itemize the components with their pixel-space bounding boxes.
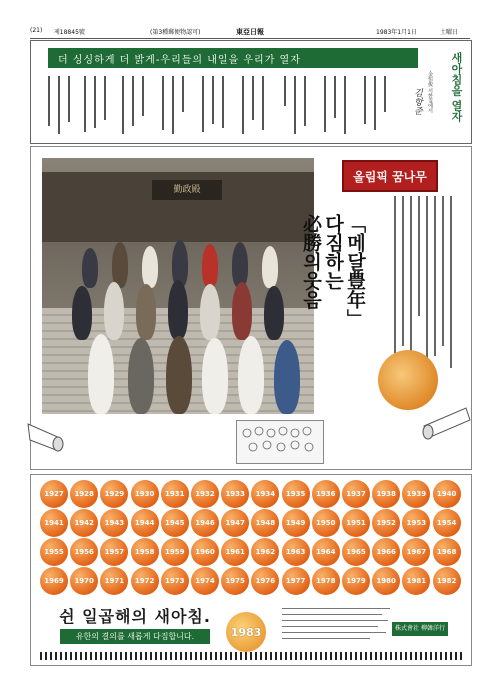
year-label: 1939 xyxy=(406,490,427,498)
headline-line-1: 「메달豊年」 xyxy=(344,214,366,328)
year-label: 1982 xyxy=(436,577,457,585)
year-circle xyxy=(402,538,430,566)
badge-year: 1983 xyxy=(230,626,262,639)
year-label: 1977 xyxy=(285,577,306,585)
year-circle xyxy=(372,509,400,537)
year-label: 1957 xyxy=(104,548,125,556)
year-circle xyxy=(433,480,461,508)
year-circle xyxy=(70,480,98,508)
year-label: 1949 xyxy=(285,519,306,527)
year-label: 1972 xyxy=(134,577,155,585)
year-label: 1976 xyxy=(255,577,276,585)
headline-line-3: 必勝의웃음 xyxy=(300,214,322,309)
year-circle xyxy=(372,538,400,566)
year-circle xyxy=(221,567,249,595)
year-label: 1962 xyxy=(255,548,276,556)
year-circle xyxy=(372,567,400,595)
year-circle xyxy=(251,538,279,566)
ad-side-title: 새아침을 열자 xyxy=(450,52,463,122)
palace-signboard: 勤政殿 xyxy=(152,180,222,200)
year-circle xyxy=(40,509,68,537)
year-label: 1965 xyxy=(346,548,366,556)
year-label: 1933 xyxy=(225,490,245,498)
year-circle xyxy=(191,480,219,508)
year-circle xyxy=(282,480,310,508)
year-circle xyxy=(40,480,68,508)
year-label: 1975 xyxy=(225,577,245,585)
year-label: 1946 xyxy=(195,519,215,527)
year-circle xyxy=(100,509,128,537)
year-circle xyxy=(221,480,249,508)
year-label: 1942 xyxy=(74,519,94,527)
year-circle xyxy=(221,538,249,566)
issue-date: 1983年1月1日 xyxy=(376,29,417,36)
year-badge xyxy=(226,612,266,652)
year-circle xyxy=(221,509,249,537)
year-circle xyxy=(342,567,370,595)
year-label: 1937 xyxy=(346,490,366,498)
year-label: 1958 xyxy=(134,548,155,556)
year-label: 1954 xyxy=(436,519,457,527)
year-circle xyxy=(282,567,310,595)
year-circle xyxy=(312,538,340,566)
year-label: 1927 xyxy=(44,490,64,498)
rising-sun-graphic xyxy=(378,350,438,410)
year-circle xyxy=(131,567,159,595)
year-label: 1929 xyxy=(104,490,125,498)
year-circle xyxy=(251,480,279,508)
headline-line-2: 다짐하는 xyxy=(322,214,344,290)
issue-number: 제18845號 xyxy=(54,29,85,36)
team-sketch-illustration xyxy=(236,420,324,464)
year-circle xyxy=(70,509,98,537)
year-label: 1935 xyxy=(285,490,306,498)
year-label: 1968 xyxy=(436,548,457,556)
scroll-left-decoration xyxy=(26,416,66,452)
year-circle xyxy=(70,567,98,595)
slogan-sub: 유한의 결의를 새롭게 다짐합니다. xyxy=(60,629,210,644)
company-message-text xyxy=(282,606,392,644)
year-circle xyxy=(40,567,68,595)
year-label: 1928 xyxy=(74,490,94,498)
year-label: 1945 xyxy=(165,519,185,527)
year-circle xyxy=(131,509,159,537)
year-circle xyxy=(161,567,189,595)
year-circle xyxy=(100,480,128,508)
year-label: 1944 xyxy=(134,519,155,527)
year-circle xyxy=(100,538,128,566)
feature-headline xyxy=(300,214,366,424)
year-circle xyxy=(191,567,219,595)
year-circle xyxy=(70,538,98,566)
year-label: 1969 xyxy=(44,577,64,585)
year-circle xyxy=(251,509,279,537)
slogan-main: 쉰 일곱해의 새아침. xyxy=(59,607,211,626)
year-label: 1955 xyxy=(44,548,64,556)
year-label: 1974 xyxy=(195,577,215,585)
year-label: 1964 xyxy=(316,548,336,556)
scroll-right-decoration xyxy=(420,404,472,440)
year-label: 1941 xyxy=(44,519,64,527)
year-circle xyxy=(402,480,430,508)
year-label: 1953 xyxy=(406,519,427,527)
year-label: 1952 xyxy=(376,519,396,527)
year-label: 1947 xyxy=(225,519,245,527)
year-label: 1971 xyxy=(104,577,125,585)
year-circle xyxy=(372,480,400,508)
handwritten-signature: 김항준 xyxy=(412,88,422,115)
year-circle xyxy=(312,509,340,537)
ad-text-columns xyxy=(44,76,416,136)
year-label: 1979 xyxy=(346,577,366,585)
group-photo xyxy=(42,158,314,414)
year-circle xyxy=(342,480,370,508)
year-label: 1931 xyxy=(165,490,185,498)
ad-side-subtitle: -金恒俊 서한집에서 xyxy=(427,70,433,114)
year-circle xyxy=(312,480,340,508)
year-circles xyxy=(40,480,464,600)
year-label: 1978 xyxy=(316,577,336,585)
decorative-strip xyxy=(40,652,464,660)
year-label: 1967 xyxy=(406,548,427,556)
masthead xyxy=(30,24,470,39)
year-label: 1961 xyxy=(225,548,245,556)
year-label: 1934 xyxy=(255,490,276,498)
year-circle xyxy=(312,567,340,595)
year-label: 1951 xyxy=(346,519,366,527)
year-circle xyxy=(433,509,461,537)
year-circle xyxy=(402,509,430,537)
year-circle xyxy=(131,480,159,508)
year-circle xyxy=(40,538,68,566)
year-circle xyxy=(100,567,128,595)
feature-title: 올림픽 꿈나무 xyxy=(342,160,438,192)
year-circle xyxy=(131,538,159,566)
year-circle xyxy=(433,567,461,595)
year-circle xyxy=(342,509,370,537)
company-logo: 株式會社 柳韓洋行 xyxy=(392,622,448,636)
slogan-block xyxy=(50,604,220,644)
year-circle xyxy=(433,538,461,566)
year-circle xyxy=(251,567,279,595)
year-circle xyxy=(161,480,189,508)
year-circle xyxy=(191,538,219,566)
postal-note: (第3種郵便物認可) xyxy=(150,29,201,36)
year-label: 1980 xyxy=(376,577,396,585)
year-label: 1981 xyxy=(406,577,427,585)
year-label: 1932 xyxy=(195,490,215,498)
year-label: 1940 xyxy=(436,490,457,498)
company-logo-block xyxy=(392,608,458,646)
year-label: 1960 xyxy=(195,548,215,556)
year-label: 1948 xyxy=(255,519,276,527)
year-label: 1970 xyxy=(74,577,94,585)
year-label: 1936 xyxy=(316,490,336,498)
year-label: 1966 xyxy=(376,548,396,556)
year-label: 1930 xyxy=(134,490,155,498)
year-label: 1943 xyxy=(104,519,125,527)
year-label: 1938 xyxy=(376,490,396,498)
year-label: 1956 xyxy=(74,548,94,556)
year-circle xyxy=(282,538,310,566)
paper-name: 東亞日報 xyxy=(236,28,264,36)
year-circle xyxy=(342,538,370,566)
year-circle xyxy=(282,509,310,537)
ad-banner: 더 싱싱하게 더 밝게-우리들의 내일을 우리가 열자 xyxy=(48,48,418,68)
year-circle xyxy=(161,538,189,566)
year-label: 1959 xyxy=(165,548,185,556)
page-number: (21) xyxy=(30,27,43,34)
year-circle xyxy=(402,567,430,595)
year-label: 1973 xyxy=(165,577,185,585)
year-label: 1950 xyxy=(316,519,336,527)
weekday: 土曜日 xyxy=(440,29,459,36)
year-label: 1963 xyxy=(285,548,306,556)
year-circle xyxy=(191,509,219,537)
year-circle xyxy=(161,509,189,537)
